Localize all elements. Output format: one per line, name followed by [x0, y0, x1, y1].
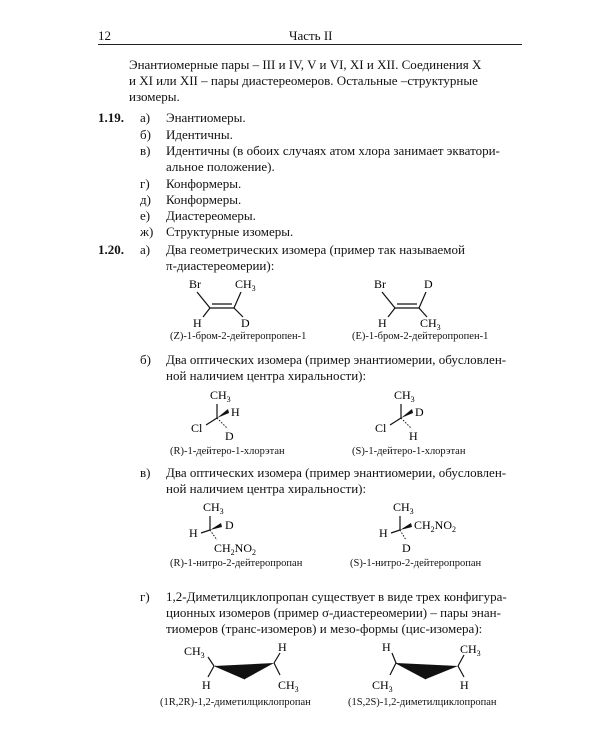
answer-text: π-диастереомерии): — [166, 258, 275, 273]
caption-z-isomer: (Z)-1-бром-2-дейтеропропен-1 — [170, 331, 307, 342]
caption-e-isomer: (E)-1-бром-2-дейтеропропен-1 — [352, 331, 489, 342]
caption-1r2r: (1R,2R)-1,2-диметилциклопропан — [160, 697, 311, 708]
atom-br: Br — [374, 277, 386, 291]
intro-line-2: и XI или XII – пары диастереомеров. Остальные –структурные — [129, 73, 478, 88]
caption-s-nitropropane: (S)-1-нитро-2-дейтеропропан — [350, 558, 482, 569]
structure-1r2r-dimethylcyclopropane — [182, 639, 322, 699]
item-letter: д) — [140, 192, 151, 207]
atom-ch2no2: $CH_2NO_2$ — [214, 541, 257, 557]
atom-br: Br — [189, 277, 201, 291]
answer-text: тиомеров (транс-изомеров) и мезо-формы (цис-изомера): — [166, 621, 483, 636]
intro-line-3: изомеры. — [129, 89, 180, 104]
atom-ch3: $CH_3$ — [393, 500, 414, 516]
item-letter: б) — [140, 127, 151, 142]
structure-z-bromodeuteropropene — [180, 272, 310, 332]
answer-text: 1,2-Диметилциклопропан существует в виде трех конфигура- — [166, 589, 507, 604]
atom-h: H — [278, 640, 287, 654]
answer-text: Структурные изомеры. — [166, 224, 294, 239]
answer-text: Диастереомеры. — [166, 208, 256, 223]
item-letter: в) — [140, 465, 151, 480]
atom-h: H — [193, 316, 202, 330]
caption-r-chloroethane: (R)-1-дейтеро-1-хлорэтан — [170, 446, 285, 457]
answer-text: Конформеры. — [166, 192, 242, 207]
answer-text: ной наличием центра хиральности): — [166, 368, 367, 383]
atom-d: D — [225, 518, 234, 532]
atom-h: H — [378, 316, 387, 330]
problem-number-1-19: 1.19. — [98, 110, 124, 125]
atom-ch3: $CH_3$ — [278, 678, 299, 694]
atom-ch3: $CH_3$ — [394, 388, 415, 404]
caption-r-nitropropane: (R)-1-нитро-2-дейтеропропан — [170, 558, 303, 569]
item-letter: а) — [140, 242, 151, 257]
answer-text: альное положение). — [166, 159, 275, 174]
atom-d: D — [415, 405, 424, 419]
atom-ch3: $CH_3$ — [210, 388, 231, 404]
atom-ch3: $CH_3$ — [460, 642, 481, 658]
item-letter: г) — [140, 589, 150, 604]
item-letter: ж) — [140, 224, 154, 239]
answer-text: Два оптических изомера (пример энантиомерии, обусловлен- — [166, 465, 507, 480]
intro-line-1: Энантиомерные пары – III и IV, V и VI, XI и XII. Соединения X — [129, 57, 482, 72]
atom-ch3: $CH_3$ — [235, 277, 256, 293]
atom-h: H — [202, 678, 211, 692]
structure-1s2s-dimethylcyclopropane — [370, 639, 510, 699]
atom-ch3: $CH_3$ — [420, 316, 441, 332]
item-letter: е) — [140, 208, 151, 223]
item-letter: г) — [140, 176, 150, 191]
answer-text: ционных изомеров (пример σ-диастереомерии) – пары энан- — [166, 605, 501, 620]
atom-d: D — [241, 316, 250, 330]
answer-text: Конформеры. — [166, 176, 242, 191]
atom-h: H — [231, 405, 240, 419]
caption-s-chloroethane: (S)-1-дейтеро-1-хлорэтан — [352, 446, 466, 457]
caption-1s2s: (1S,2S)-1,2-диметилциклопропан — [348, 697, 497, 708]
atom-d: D — [402, 541, 411, 555]
structure-r-nitrodeuteropropane — [180, 497, 280, 557]
problem-number-1-20: 1.20. — [98, 242, 124, 257]
page-number: 12 — [98, 28, 111, 43]
item-letter: в) — [140, 143, 151, 158]
answer-text: Идентичны (в обоих случаях атом хлора занимает экватори- — [166, 143, 500, 158]
structure-s-deuterochloroethane — [372, 385, 452, 445]
atom-d: D — [424, 277, 433, 291]
header-rule — [98, 44, 522, 45]
item-letter: б) — [140, 352, 151, 367]
running-header: Часть II — [289, 28, 333, 43]
atom-cl: Cl — [191, 421, 203, 435]
structure-r-deuterochloroethane — [188, 385, 268, 445]
answer-text: ной наличием центра хиральности): — [166, 481, 367, 496]
answer-text: Энантиомеры. — [166, 110, 246, 125]
atom-h: H — [460, 678, 469, 692]
atom-h: H — [189, 526, 198, 540]
atom-h: H — [382, 640, 391, 654]
structure-e-bromodeuteropropene — [365, 272, 495, 332]
atom-ch2no2: $CH_2NO_2$ — [414, 518, 457, 534]
atom-h: H — [379, 526, 388, 540]
answer-text: Два геометрических изомера (пример так называемой — [166, 242, 465, 257]
atom-d: D — [225, 429, 234, 443]
atom-ch3: $CH_3$ — [372, 678, 393, 694]
atom-h: H — [409, 429, 418, 443]
atom-ch3: $CH_3$ — [203, 500, 224, 516]
item-letter: а) — [140, 110, 151, 125]
answer-text: Два оптических изомера (пример энантиомерии, обусловлен- — [166, 352, 507, 367]
atom-ch3: $CH_3$ — [184, 644, 205, 660]
structure-s-nitrodeuteropropane — [370, 497, 470, 557]
answer-text: Идентичны. — [166, 127, 233, 142]
atom-cl: Cl — [375, 421, 387, 435]
